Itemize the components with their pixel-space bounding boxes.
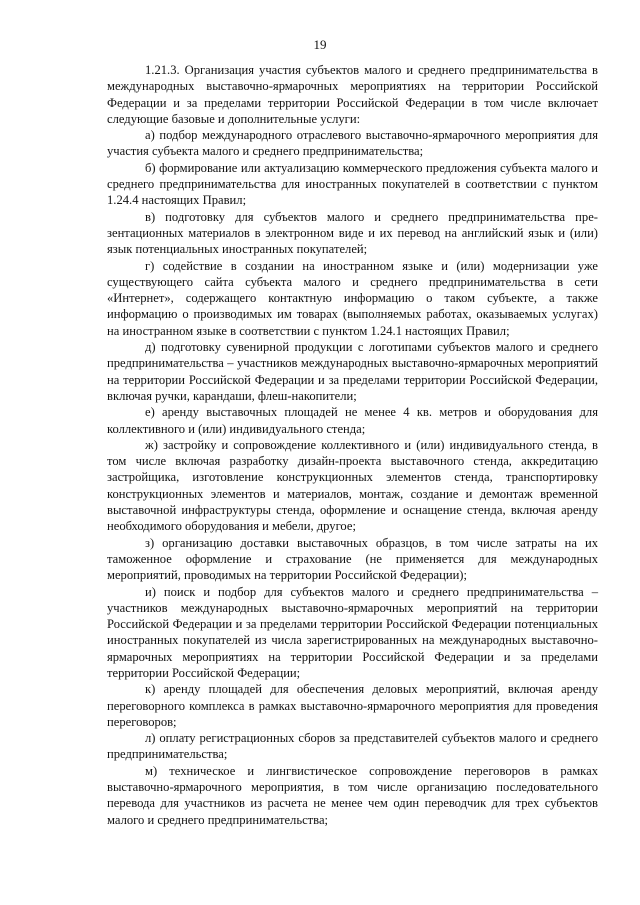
paragraph-item-zh: ж) застройку и сопровождение коллективного и (или) индивидуального стенда, в том числе включая разработку дизайн-проекта выставочного стенда, аккредитацию застройщика, изготовление конструкционных элементов стенда, транспортировку конструкционных элементов и материалов, монтаж, создание и демонтаж временной выставочной инфраструктуры стенда, оформление и оснащение стенда, включая аренду необходимого оборудования и мебели, другое; xyxy=(107,437,598,534)
paragraph-item-a: а) подбор международного отраслевого выставочно-ярмарочного мероприятия для участия субъекта малого и среднего предпринимательства; xyxy=(107,128,598,159)
page-number: 19 xyxy=(313,37,327,52)
paragraph-item-k: к) аренду площадей для обеспечения деловых мероприятий, включая аренду переговорного комплекса в рамках выставочно-ярмарочного мероприятия для проведения переговоров; xyxy=(107,682,598,729)
paragraph-item-z: з) организацию доставки выставочных образцов, в том числе затраты на их таможенное оформление и страхование (не применяется для международных мероприятий, проводимых на территории Российской Федерации); xyxy=(107,535,598,583)
document-body xyxy=(107,62,598,828)
paragraph-1-21-3: 1.21.3. Организация участия субъектов малого и среднего предпринимательства в международных выставочно-ярмарочных мероприятиях на территории Российской Федерации и за пределами территории Российской Федерации в том числе включает следующие базовые и дополнительные услуги: xyxy=(107,63,598,126)
paragraph-item-m: м) техническое и лингвистическое сопровождение переговоров в рамках выставочно-ярмарочного мероприятия, в том числе организацию последовательного перевода для участников из расчета не менее чем один переводчик для трех субъектов малого и среднего предпринимательства; xyxy=(107,763,598,827)
paragraph-item-e: е) аренду выставочных площадей не менее 4 кв. метров и оборудования для коллективного и (или) индивидуального стенда; xyxy=(107,405,598,436)
paragraph-item-l: л) оплату регистрационных сборов за представителей субъектов малого и среднего предпринимательства; xyxy=(107,731,598,762)
paragraph-item-d: д) подготовку сувенирной продукции с логотипами субъектов малого и среднего предпринимательства – участников международных выставочно-ярмарочных мероприятий на территории Российской Федерации и за пределами территории Российской Федерации, включая ручки, карандаши, флеш-накопители; xyxy=(107,340,598,403)
paragraph-item-g: г) содействие в создании на иностранном языке и (или) модернизации уже существующего сайта субъекта малого и среднего предпринимательства в сети «Интернет», содержащего контактную информацию о таком субъекте, а также информацию о производимых им товарах (выполняемых работах, оказываемых услугах) на иностранном языке в соответствии с пунктом 1.24.1 настоящих Правил; xyxy=(107,258,598,338)
paragraph-item-i: и) поиск и подбор для субъектов малого и среднего предпринимательства – участников международных выставочно-ярмарочных мероприятий на территории Российской Федерации и за пределами территории Российской Федерации потенциальных иностранных покупателей из числа зарегистрированных на международных выставочно-ярмарочных мероприятиях на территории Российской Федерации и за пределами территории Российской Федерации; xyxy=(107,584,598,680)
paragraph-item-b: б) формирование или актуализацию коммерческого предложения субъекта малого и среднего предпринимательства для иностранных покупателей в соответствии с пунктом 1.24.4 настоящих Правил; xyxy=(107,160,598,208)
paragraph-item-v: в) подготовку для субъектов малого и среднего предпринимательства презентационных материалов в электронном виде и их перевод на английский язык и (или) язык потенциальных иностранных покупателей; xyxy=(107,209,598,257)
